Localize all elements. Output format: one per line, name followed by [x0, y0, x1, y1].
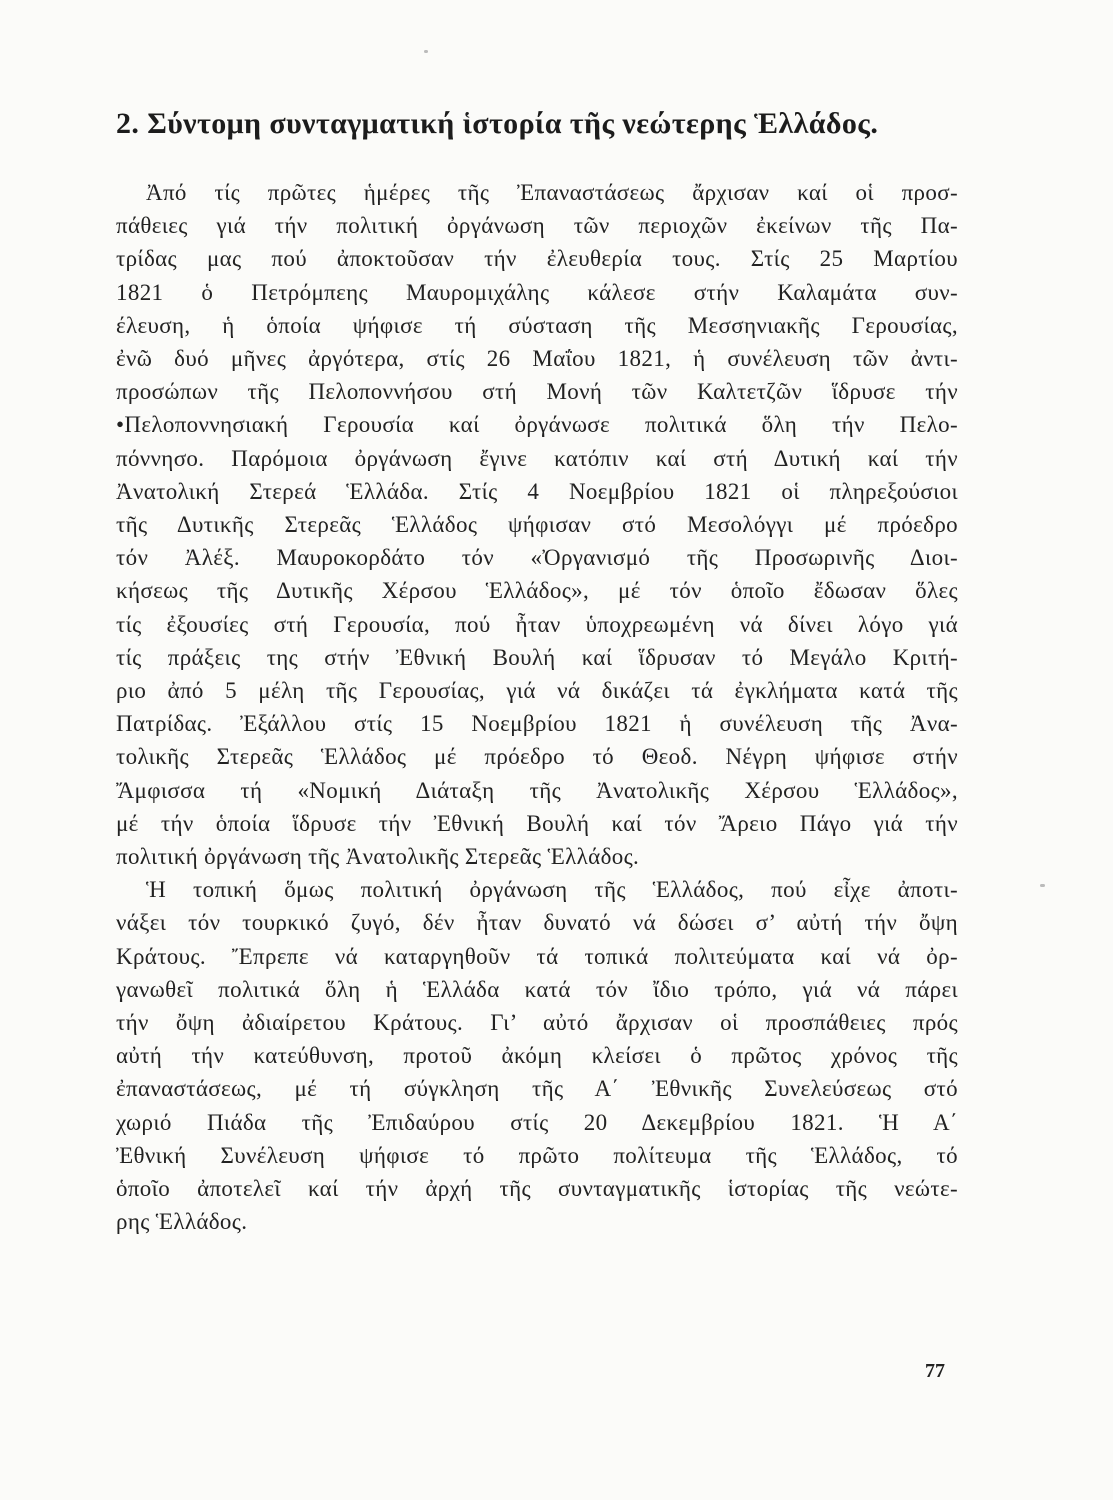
paragraph-1: [116, 176, 958, 873]
text-line: τίς ἐξουσίες στή Γερουσία, πού ἦταν ὑποχρεωμένη νά δίνει λόγο γιά: [116, 611, 958, 637]
page-number: 77: [925, 1360, 945, 1382]
text-line: Ἐθνική Συνέλευση ψήφισε τό πρῶτο πολίτευμα τῆς Ἑλλάδος, τό: [116, 1142, 958, 1168]
text-line: νάξει τόν τουρκικό ζυγό, δέν ἦταν δυνατό νά δώσει σ’ αὐτή τήν ὄψη: [116, 910, 958, 936]
text-line: 1821 ὁ Πετρόμπεης Μαυρομιχάλης κάλεσε στήν Καλαμάτα συν-: [116, 279, 958, 305]
text-line: Ἄμφισσα τή «Νομική Διάταξη τῆς Ἀνατολικῆς Χέρσου Ἑλλάδος»,: [116, 777, 958, 803]
text-line: πολιτική ὀργάνωση τῆς Ἀνατολικῆς Στερεᾶς Ἑλλάδος.: [116, 844, 640, 870]
text-line: ριο ἀπό 5 μέλη τῆς Γερουσίας, γιά νά δικάζει τά ἐγκλήματα κατά τῆς: [116, 678, 958, 704]
scan-speck: [1040, 884, 1045, 887]
text-line: γανωθεῖ πολιτικά ὅλη ἡ Ἑλλάδα κατά τόν ἴδιο τρόπο, γιά νά πάρει: [116, 976, 958, 1002]
text-line: χωριό Πιάδα τῆς Ἐπιδαύρου στίς 20 Δεκεμβρίου 1821. Ἡ Α΄: [116, 1109, 958, 1135]
text-line: Πατρίδας. Ἐξάλλου στίς 15 Νοεμβρίου 1821 ἡ συνέλευση τῆς Ἀνα-: [116, 711, 958, 737]
text-line: τήν ὄψη ἀδιαίρετου Κράτους. Γι’ αὐτό ἄρχισαν οἱ προσπάθειες πρός: [116, 1010, 958, 1036]
text-line: ρης Ἑλλάδος.: [116, 1209, 248, 1235]
text-line: τολικῆς Στερεᾶς Ἑλλάδος μέ πρόεδρο τό Θεοδ. Νέγρη ψήφισε στήν: [116, 744, 958, 770]
text-line: αὐτή τήν κατεύθυνση, προτοῦ ἀκόμη κλείσει ὁ πρῶτος χρόνος τῆς: [116, 1043, 958, 1069]
text-line: Ἡ τοπική ὅμως πολιτική ὀργάνωση τῆς Ἑλλάδος, πού εἶχε ἀποτι-: [146, 877, 958, 903]
text-line: τόν Ἀλέξ. Μαυροκορδάτο τόν «Ὀργανισμό τῆς Προσωρινῆς Διοι-: [116, 545, 958, 571]
text-line: πόννησο. Παρόμοια ὀργάνωση ἔγινε κατόπιν καί στή Δυτική καί τήν: [116, 445, 958, 471]
text-line: τῆς Δυτικῆς Στερεᾶς Ἑλλάδος ψήφισαν στό Μεσολόγγι μέ πρόεδρο: [116, 512, 958, 538]
text-line: έλευση, ἡ ὁποία ψήφισε τή σύσταση τῆς Μεσσηνιακῆς Γερουσίας,: [116, 312, 958, 338]
text-line: προσώπων τῆς Πελοποννήσου στή Μονή τῶν Καλτετζῶν ἵδρυσε τήν: [116, 379, 958, 405]
body-text: [116, 176, 958, 1239]
text-line: πάθειες γιά τήν πολιτική ὀργάνωση τῶν περιοχῶν ἐκείνων τῆς Πα-: [116, 213, 958, 239]
text-line: τρίδας μας πού ἀποκτοῦσαν τήν ἐλευθερία τους. Στίς 25 Μαρτίου: [116, 246, 958, 272]
text-line: τίς πράξεις της στήν Ἐθνική Βουλή καί ἵδρυσαν τό Μεγάλο Κριτή-: [116, 644, 958, 670]
paragraph-2: [116, 873, 958, 1238]
text-line: Κράτους. Ἔπρεπε νά καταργηθοῦν τά τοπικά πολιτεύματα καί νά ὀρ-: [116, 943, 958, 969]
text-line: Ἀνατολική Στερεά Ἑλλάδα. Στίς 4 Νοεμβρίου 1821 οἱ πληρεξούσιοι: [116, 478, 958, 504]
text-line: ὁποῖο ἀποτελεῖ καί τήν ἀρχή τῆς συνταγματικῆς ἱστορίας τῆς νεώτε-: [116, 1176, 958, 1202]
text-line: ἐνῶ δυό μῆνες ἀργότερα, στίς 26 Μαΐου 1821, ἡ συνέλευση τῶν ἀντι-: [116, 346, 958, 372]
section-heading: 2. Σύντομη συνταγματική ἱστορία τῆς νεώτερης Ἑλλάδος.: [116, 107, 879, 140]
text-line: •Πελοποννησιακή Γερουσία καί ὀργάνωσε πολιτικά ὅλη τήν Πελο-: [116, 412, 958, 438]
text-line: ἐπαναστάσεως, μέ τή σύγκληση τῆς Α΄ Ἐθνικῆς Συνελεύσεως στό: [116, 1076, 958, 1102]
text-line: μέ τήν ὁποία ἵδρυσε τήν Ἐθνική Βουλή καί τόν Ἄρειο Πάγο γιά τήν: [116, 810, 958, 836]
text-line: Ἀπό τίς πρῶτες ἡμέρες τῆς Ἐπαναστάσεως ἄρχισαν καί οἱ προσ-: [146, 180, 958, 205]
text-line: κήσεως τῆς Δυτικῆς Χέρσου Ἑλλάδος», μέ τόν ὁποῖο ἔδωσαν ὅλες: [116, 578, 958, 604]
scan-speck: [424, 50, 428, 53]
